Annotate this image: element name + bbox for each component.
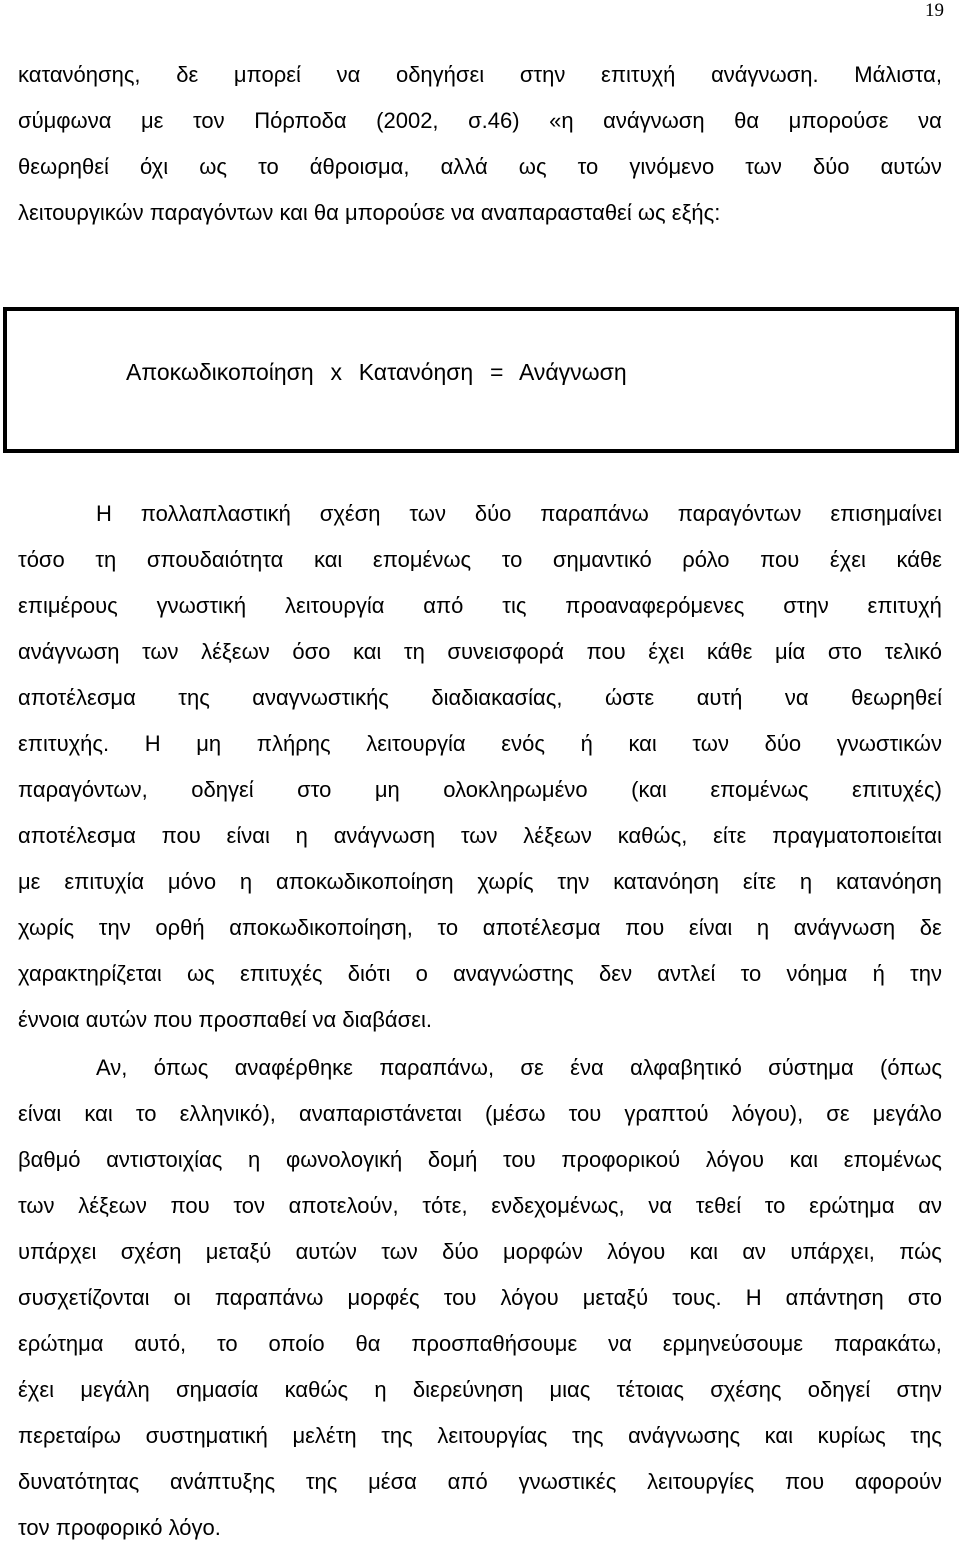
- text-line: έχει μεγάλη σημασία καθώς η διερεύνηση μιας τέτοιας σχέσης οδηγεί στην: [18, 1377, 942, 1402]
- alphabetic-paragraph: [18, 1045, 942, 1551]
- text-line: δυνατότητας ανάπτυξης της μέσα από γνωστικές λειτουργίες που αφορούν: [18, 1469, 942, 1494]
- text-line: ερώτημα αυτό, το οποίο θα προσπαθήσουμε να ερμηνεύσουμε παρακάτω,: [18, 1331, 942, 1356]
- text-line: επιτυχής. Η μη πλήρης λειτουργία ενός ή και των δύο γνωστικών: [18, 731, 942, 756]
- text-line: θεωρηθεί όχι ως το άθροισμα, αλλά ως το γινόμενο των δύο αυτών: [18, 154, 942, 179]
- text-line: έννοια αυτών που προσπαθεί να διαβάσει.: [18, 1007, 433, 1032]
- text-line: περεταίρω συστηματική μελέτη της λειτουργίας της ανάγνωσης και κυρίως της: [18, 1423, 942, 1448]
- text-line: αποτέλεσμα που είναι η ανάγνωση των λέξεων καθώς, είτε πραγματοποιείται: [18, 823, 942, 848]
- text-line: ανάγνωση των λέξεων όσο και τη συνεισφορά που έχει κάθε μία στο τελικό: [18, 639, 942, 664]
- reading-formula: Αποκωδικοποίηση x Κατανόηση = Ανάγνωση: [126, 359, 627, 385]
- relation-paragraph: [18, 491, 942, 1043]
- text-line: βαθμό αντιστοιχίας η φωνολογική δομή του προφορικού λόγου και επομένως: [18, 1147, 942, 1172]
- text-line: υπάρχει σχέση μεταξύ αυτών των δύο μορφών λόγου και αν υπάρχει, πώς: [18, 1239, 942, 1264]
- text-line: σύμφωνα με τον Πόρποδα (2002, σ.46) «η ανάγνωση θα μπορούσε να: [18, 108, 942, 133]
- text-line: τον προφορικό λόγο.: [18, 1515, 221, 1540]
- text-line: επιμέρους γνωστική λειτουργία από τις προαναφερόμενες στην επιτυχή: [18, 593, 942, 618]
- text-line: με επιτυχία μόνο η αποκωδικοποίηση χωρίς την κατανόηση είτε η κατανόηση: [18, 869, 942, 894]
- intro-paragraph: [18, 52, 942, 236]
- text-line: χωρίς την ορθή αποκωδικοποίηση, το αποτέλεσμα που είναι η ανάγνωση δε: [18, 915, 942, 940]
- text-line: Αν, όπως αναφέρθηκε παραπάνω, σε ένα αλφαβητικό σύστημα (όπως: [96, 1055, 942, 1080]
- text-line: αποτέλεσμα της αναγνωστικής διαδιακασίας, ώστε αυτή να θεωρηθεί: [18, 685, 942, 710]
- page-number: 19: [925, 0, 944, 21]
- text-line: κατανόησης, δε μπορεί να οδηγήσει στην επιτυχή ανάγνωση. Μάλιστα,: [18, 62, 942, 87]
- text-line: λειτουργικών παραγόντων και θα μπορούσε να αναπαρασταθεί ως εξής:: [18, 200, 721, 225]
- text-line: συσχετίζονται οι παραπάνω μορφές του λόγου μεταξύ τους. Η απάντηση στο: [18, 1285, 942, 1310]
- text-line: τόσο τη σπουδαιότητα και επομένως το σημαντικό ρόλο που έχει κάθε: [18, 547, 942, 572]
- text-line: είναι και το ελληνικό), αναπαριστάνεται (μέσω του γραπτού λόγου), σε μεγάλο: [18, 1101, 942, 1126]
- text-line: Η πολλαπλαστική σχέση των δύο παραπάνω παραγόντων επισημαίνει: [96, 501, 942, 526]
- text-line: χαρακτηρίζεται ως επιτυχές διότι ο αναγνώστης δεν αντλεί το νόημα ή την: [18, 961, 942, 986]
- text-line: παραγόντων, οδηγεί στο μη ολοκληρωμένο (και επομένως επιτυχές): [18, 777, 942, 802]
- text-line: των λέξεων που τον αποτελούν, τότε, ενδεχομένως, να τεθεί το ερώτημα αν: [18, 1193, 942, 1218]
